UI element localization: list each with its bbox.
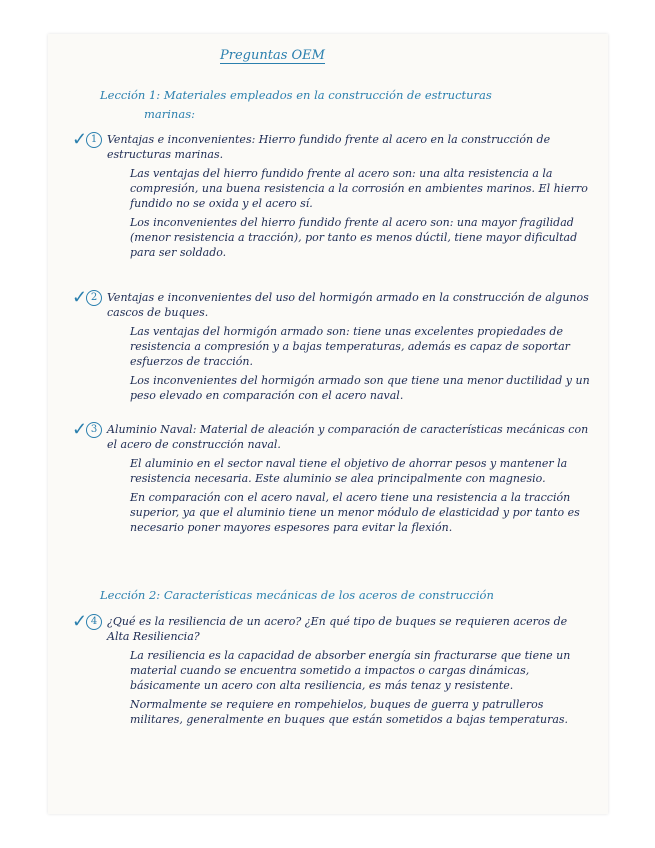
answer-paragraph: El aluminio en el sector naval tiene el objetivo de ahorrar pesos y mantener la resistencia necesaria. Este aluminio se alea principalmente con magnesio.	[130, 457, 568, 485]
question-number-badge: 3	[86, 422, 102, 438]
question-heading	[72, 419, 592, 452]
question-3	[72, 419, 592, 535]
checkmark-icon: ✓	[72, 129, 88, 150]
answer-paragraph: Normalmente se requiere en rompehielos, buques de guerra y patrulleros militares, generalmente en buques que están sometidos a bajas temperaturas.	[130, 698, 569, 726]
answer-paragraph: Las ventajas del hierro fundido frente al acero son: una alta resistencia a la compresión, una buena resistencia a la corrosión en ambientes marinos. El hierro fundido no se oxida y el acero sí.	[130, 167, 588, 210]
checkmark-icon: ✓	[72, 287, 88, 308]
answer-paragraph: La resiliencia es la capacidad de absorber energía sin fracturarse que tiene un material cuando se encuentra sometido a impactos o cargas dinámicas, básicamente un acero con alta resiliencia, es más tenaz y resistente.	[130, 649, 571, 692]
question-number-badge: 4	[86, 614, 102, 630]
answer-paragraph: Los inconvenientes del hierro fundido frente al acero son: una mayor fragilidad (menor resistencia a tracción), por tanto es menos dúctil, tiene mayor dificultad para ser soldado.	[130, 216, 578, 259]
question-1	[72, 129, 592, 260]
question-text: Ventajas e inconvenientes: Hierro fundido frente al acero en la construcción de estructuras marinas.	[107, 133, 551, 161]
checkmark-icon: ✓	[72, 611, 88, 632]
lesson-1-line-2: marinas:	[144, 107, 195, 121]
lesson-2-line-1: Lección 2: Características mecánicas de los aceros de construcción	[100, 588, 494, 602]
question-number-badge: 2	[86, 290, 102, 306]
question-number-badge: 1	[86, 132, 102, 148]
lesson-2-heading	[100, 586, 580, 605]
question-heading	[72, 611, 592, 644]
checkmark-icon: ✓	[72, 419, 88, 440]
answer-paragraph: En comparación con el acero naval, el acero tiene una resistencia a la tracción superior, ya que el aluminio tiene un menor módulo de elasticidad y por tanto es necesario poner mayores espesores para evitar la flexión.	[130, 491, 580, 534]
lesson-1-line-1: Lección 1: Materiales empleados en la construcción de estructuras	[100, 88, 492, 102]
page-title: Preguntas OEM	[220, 48, 325, 63]
question-2	[72, 287, 592, 403]
notebook-page	[48, 34, 608, 814]
question-4	[72, 611, 592, 727]
answer-paragraph: Las ventajas del hormigón armado son: tiene unas excelentes propiedades de resistencia a compresión y a bajas temperaturas, además es capaz de soportar esfuerzos de tracción.	[130, 325, 570, 368]
answer-paragraph: Los inconvenientes del hormigón armado son que tiene una menor ductilidad y un peso elevado en comparación con el acero naval.	[130, 374, 590, 402]
lesson-1-heading	[100, 86, 580, 124]
question-heading	[72, 287, 592, 320]
question-heading	[72, 129, 592, 162]
question-text: ¿Qué es la resiliencia de un acero? ¿En qué tipo de buques se requieren aceros de Alta Resiliencia?	[107, 615, 568, 643]
question-text: Aluminio Naval: Material de aleación y comparación de características mecánicas con el acero de construcción naval.	[107, 423, 589, 451]
question-text: Ventajas e inconvenientes del uso del hormigón armado en la construcción de algunos cascos de buques.	[107, 291, 589, 319]
